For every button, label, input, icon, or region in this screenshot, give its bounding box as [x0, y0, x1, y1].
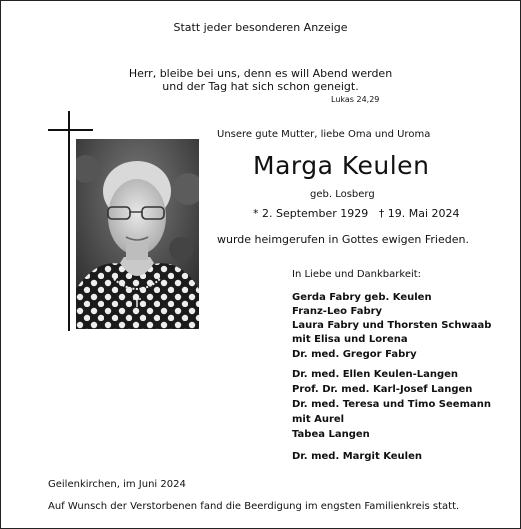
place-date: Geilenkirchen, im Juni 2024 — [48, 479, 186, 490]
cross-icon — [68, 111, 70, 331]
intro-line: Unsere gute Mutter, liebe Oma und Uroma — [217, 129, 431, 140]
verse-line-2: und der Tag hat sich schon geneigt. — [162, 80, 359, 93]
verse-line-1: Herr, bleibe bei uns, denn es will Abend werden — [128, 67, 393, 80]
header-line: Statt jeder besonderen Anzeige — [173, 21, 348, 34]
mourners-intro: In Liebe und Dankbarkeit: — [292, 269, 422, 280]
passing-line: wurde heimgerufen in Gottes ewigen Frieden. — [217, 233, 469, 246]
deceased-name: Marga Keulen — [253, 151, 430, 180]
mourner-name: Franz-Leo Fabry — [292, 306, 383, 317]
cross-icon-bar — [48, 129, 93, 131]
mourner-name: Dr. med. Gregor Fabry — [292, 349, 417, 360]
mourner-name: mit Aurel — [292, 414, 345, 425]
mourner-name: mit Elisa und Lorena — [292, 334, 408, 345]
maiden-name: geb. Losberg — [310, 189, 375, 200]
mourner-name: Tabea Langen — [292, 429, 370, 440]
verse-source: Lukas 24,29 — [331, 95, 380, 104]
mourner-name: Prof. Dr. med. Karl-Josef Langen — [292, 384, 473, 395]
portrait-photo — [76, 139, 199, 329]
mourner-name: Dr. med. Ellen Keulen-Langen — [292, 369, 459, 380]
life-dates: * 2. September 1929 † 19. Mai 2024 — [253, 207, 460, 220]
mourner-name: Gerda Fabry geb. Keulen — [292, 292, 432, 303]
mourner-name: Laura Fabry und Thorsten Schwaab — [292, 320, 492, 331]
mourner-name: Dr. med. Teresa und Timo Seemann — [292, 399, 491, 410]
footer-note: Auf Wunsch der Verstorbenen fand die Beerdigung im engsten Familienkreis statt. — [48, 501, 460, 512]
mourner-name: Dr. med. Margit Keulen — [292, 451, 423, 462]
